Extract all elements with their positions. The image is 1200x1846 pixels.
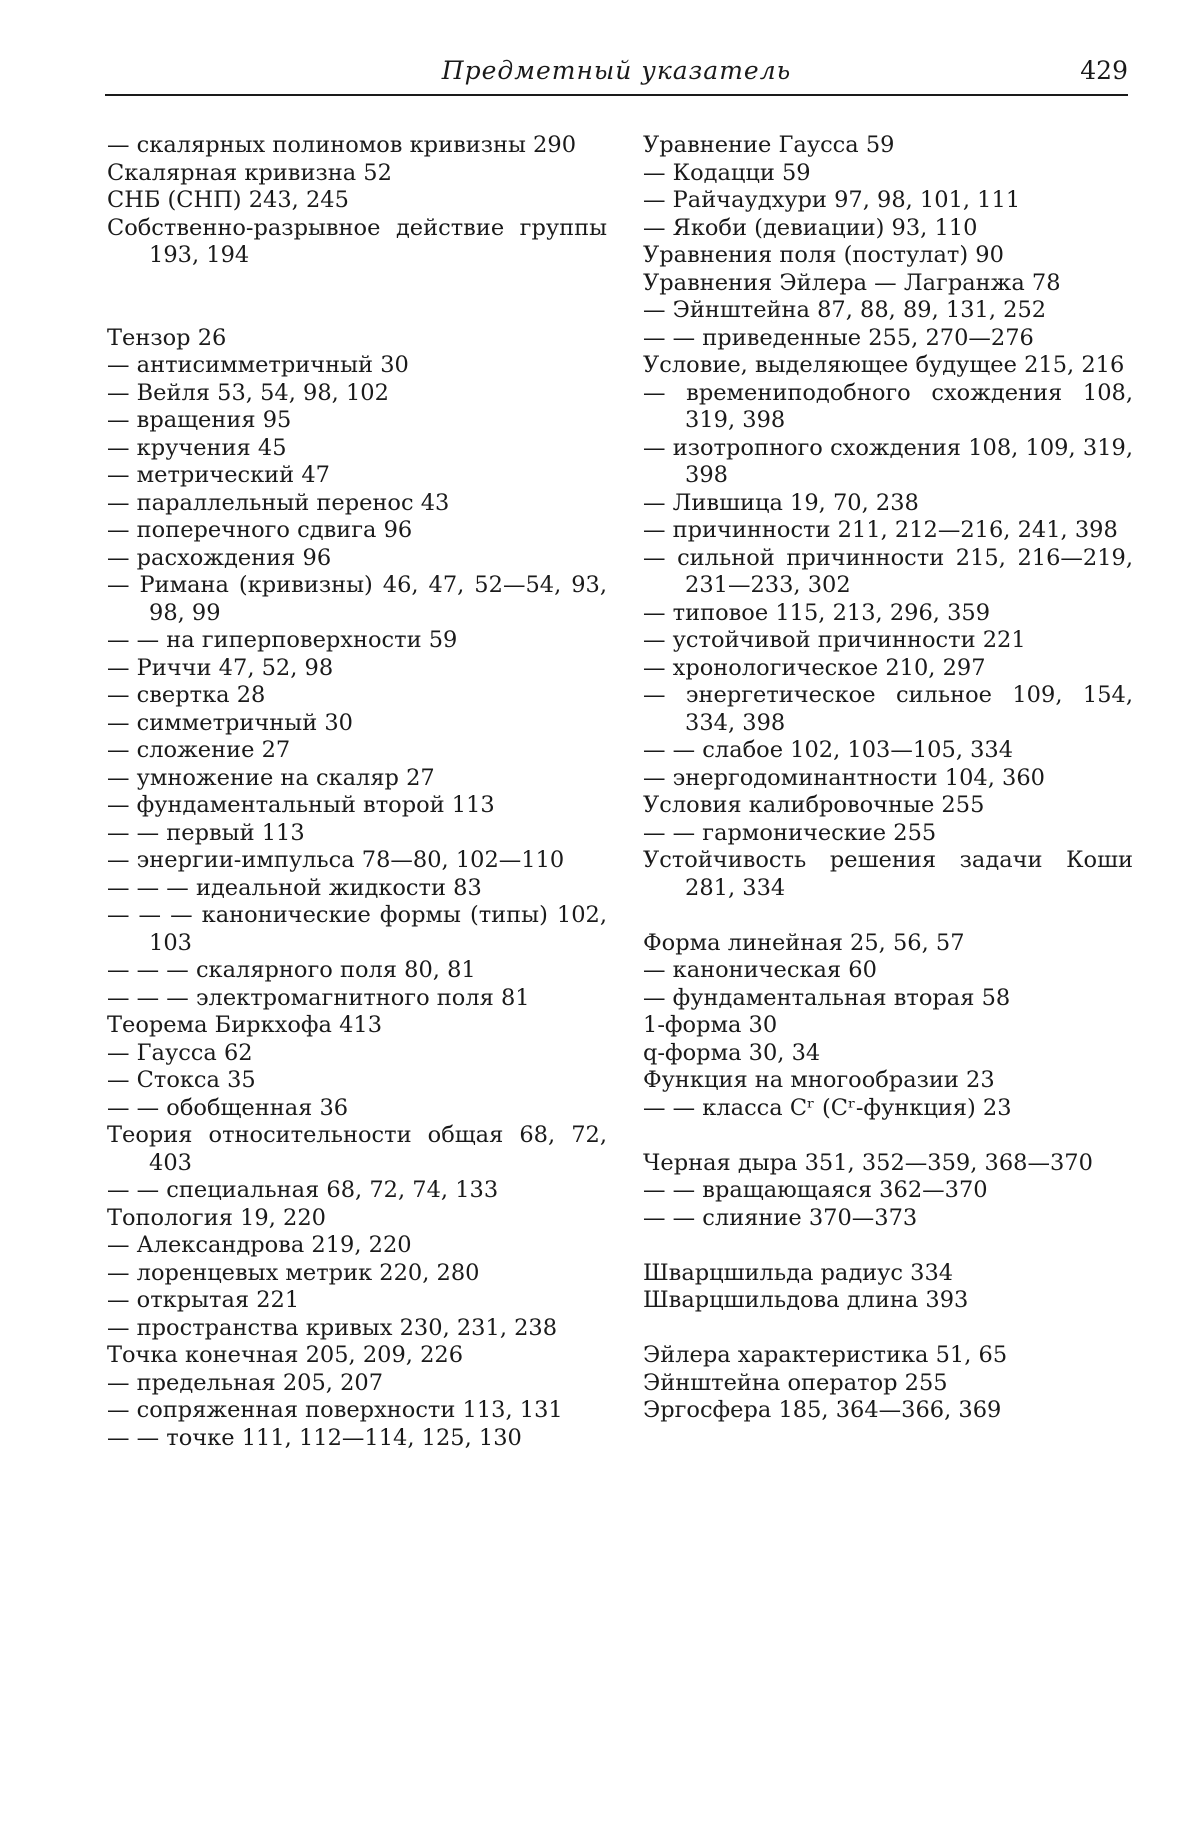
index-entry: — фундаментальная вторая 58 [643,984,1011,1011]
index-entry: — — обобщенная 36 [107,1094,349,1121]
index-entry: — — класса Cʳ (Cʳ-функция) 23 [643,1094,1012,1121]
index-entry: Эйлера характеристика 51, 65 [643,1342,1008,1368]
index-entry: q-форма 30, 34 [643,1039,821,1066]
index-entry: — пространства кривых 230, 231, 238 [107,1314,558,1341]
index-entry: — Райчаудхури 97, 98, 101, 111 [643,187,1021,213]
index-entry: — причинности 211, 212—216, 241, 398 [643,517,1118,543]
index-entry: Условие, выделяющее будущее 215, 216 [643,352,1125,378]
index-entry: Устойчивость решения задачи Коши 281, 334 [643,847,1133,901]
index-entry: — Якоби (девиации) 93, 110 [643,214,978,241]
index-entry: — фундаментальный второй 113 [107,792,495,818]
index-entry: — — — скалярного поля 80, 81 [107,957,476,983]
index-entry: — Александрова 219, 220 [107,1232,412,1258]
index-entry: — сильной причинности 215, 216—219, 231—233, 302 [643,544,1133,598]
index-entry: — изотропного схождения 108, 109, 319, 398 [643,434,1133,488]
index-entry: — сложение 27 [107,737,291,763]
index-entry: — типовое 115, 213, 296, 359 [643,599,991,626]
index-entry: — вращения 95 [107,407,292,433]
index-entry: — энергодоминантности 104, 360 [643,764,1045,791]
index-entry: Топология 19, 220 [107,1204,326,1231]
index-entry: Собственно-разрывное действие группы 193, 194 [107,214,607,268]
index-entry: — предельная 205, 207 [107,1369,384,1396]
index-entry: Уравнение Гаусса 59 [643,132,895,158]
header-rule [105,94,1128,96]
index-entry: — открытая 221 [107,1287,300,1313]
index-entry: Черная дыра 351, 352—359, 368—370 [643,1149,1093,1176]
section-gap [643,1122,1133,1150]
index-entry: — Стокса 35 [107,1067,256,1093]
index-entry: — антисимметричный 30 [107,352,409,378]
index-entry: СНБ (СНП) 243, 245 [107,187,349,213]
index-entry: — лоренцевых метрик 220, 280 [107,1259,480,1286]
index-entry: — умножение на скаляр 27 [107,764,435,791]
index-entry: Точка конечная 205, 209, 226 [107,1342,464,1368]
index-entry: — Риччи 47, 52, 98 [107,654,334,681]
index-entry: Уравнения Эйлера — Лагранжа 78 [643,269,1061,296]
index-entry: — расхождения 96 [107,544,332,571]
index-column-left [107,132,607,1452]
index-entry: — — — электромагнитного поля 81 [107,984,530,1011]
index-entry: Тензор 26 [107,324,227,351]
running-title: Предметный указатель [441,56,792,85]
index-entry: — энергетическое сильное 109, 154, 334, 398 [643,682,1133,736]
section-gap [643,1232,1133,1260]
index-entry: — скалярных полиномов кривизны 290 [107,132,577,158]
index-entry: — поперечного сдвига 96 [107,517,413,543]
index-entry: — метрический 47 [107,462,330,488]
index-entry: — устойчивой причинности 221 [643,627,1026,653]
index-entry: — — — канонические формы (типы) 102, 103 [107,902,607,956]
section-gap [107,270,607,325]
index-entry: — свертка 28 [107,682,266,708]
index-entry: Теорема Биркхофа 413 [107,1012,383,1038]
index-entry: — — гармонические 255 [643,819,937,846]
index-entry: Функция на многообразии 23 [643,1067,995,1093]
index-entry: Форма линейная 25, 56, 57 [643,929,965,956]
index-entry: — энергии-импульса 78—80, 102—110 [107,847,565,873]
index-entry: — — специальная 68, 72, 74, 133 [107,1177,499,1203]
index-entry: — параллельный перенос 43 [107,489,450,516]
index-entry: — Эйнштейна 87, 88, 89, 131, 252 [643,297,1047,323]
index-entry: Уравнения поля (постулат) 90 [643,242,1004,268]
index-entry: — кручения 45 [107,434,287,461]
index-entry: Условия калибровочные 255 [643,792,985,818]
index-entry: — — слияние 370—373 [643,1204,918,1231]
index-entry: — каноническая 60 [643,957,877,983]
index-entry: Эргосфера 185, 364—366, 369 [643,1397,1002,1423]
index-column-right [643,132,1133,1425]
index-entry: Шварцшильдова длина 393 [643,1287,969,1313]
index-entry: — — — идеальной жидкости 83 [107,874,482,901]
index-entry: — Гаусса 62 [107,1039,253,1066]
index-entry: Эйнштейна оператор 255 [643,1369,948,1396]
section-gap [643,902,1133,930]
index-entry: Скалярная кривизна 52 [107,159,392,186]
index-entry: — сопряженная поверхности 113, 131 [107,1397,563,1423]
index-entry: — — первый 113 [107,819,305,846]
index-entry: Шварцшильда радиус 334 [643,1259,954,1286]
index-entry: 1-форма 30 [643,1012,778,1038]
index-entry: — Лившица 19, 70, 238 [643,489,919,516]
index-entry: — Вейля 53, 54, 98, 102 [107,379,389,406]
running-header [105,52,1128,96]
index-entry: — — вращающаяся 362—370 [643,1177,988,1203]
index-entry: — времениподобного схождения 108, 319, 398 [643,379,1133,433]
index-entry: — — слабое 102, 103—105, 334 [643,737,1014,763]
page-number: 429 [1080,56,1128,85]
index-entry: — — точке 111, 112—114, 125, 130 [107,1424,522,1451]
index-entry: — — приведенные 255, 270—276 [643,324,1034,351]
index-entry: — симметричный 30 [107,709,353,736]
index-entry: — Римана (кривизны) 46, 47, 52—54, 93, 98, 99 [107,572,607,626]
index-entry: — Кодацци 59 [643,159,811,186]
index-entry: — хронологическое 210, 297 [643,654,986,681]
section-gap [643,1315,1133,1343]
index-entry: — — на гиперповерхности 59 [107,627,458,653]
index-entry: Теория относительности общая 68, 72, 403 [107,1122,607,1176]
